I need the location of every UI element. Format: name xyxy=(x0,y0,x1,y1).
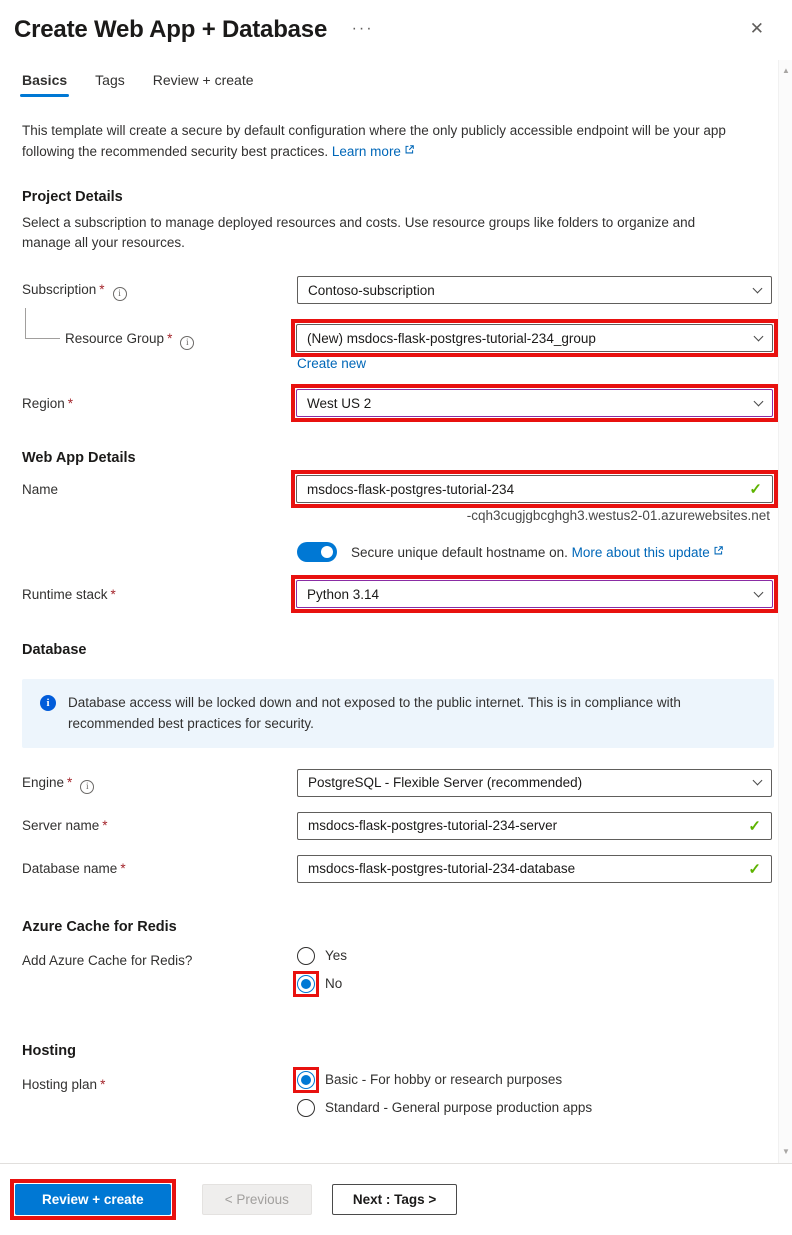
engine-row xyxy=(22,769,772,797)
runtime-stack-row xyxy=(22,581,772,607)
annotation-highlight xyxy=(291,575,778,613)
resource-group-label: Resource Group * i xyxy=(22,325,297,350)
runtime-stack-label: Runtime stack * xyxy=(22,587,116,603)
hosting-option-standard[interactable]: Standard - General purpose production apps xyxy=(297,1099,772,1117)
hosting-option-basic[interactable]: Basic - For hobby or research purposes xyxy=(297,1071,772,1089)
database-name-input[interactable]: msdocs-flask-postgres-tutorial-234-database ✓ xyxy=(297,855,772,883)
create-new-link[interactable]: Create new xyxy=(297,356,367,372)
form-content xyxy=(0,60,778,1163)
next-tags-button[interactable]: Next : Tags > xyxy=(332,1184,457,1215)
database-info-text: Database access will be locked down and not exposed to the public internet. This is in compliance with recommended best practices for security. xyxy=(68,695,681,731)
region-label: Region * xyxy=(22,396,74,412)
annotation-highlight xyxy=(293,971,319,997)
name-input[interactable]: msdocs-flask-postgres-tutorial-234 ✓ xyxy=(296,475,773,503)
external-link-icon xyxy=(404,141,415,161)
footer-bar xyxy=(0,1163,792,1235)
redis-option-yes[interactable]: Yes xyxy=(297,947,772,965)
server-name-input[interactable]: msdocs-flask-postgres-tutorial-234-server ✓ xyxy=(297,812,772,840)
tab-tags[interactable]: Tags xyxy=(95,72,125,88)
section-heading-database: Database xyxy=(22,642,87,659)
tab-bar xyxy=(22,72,772,97)
secure-hostname-row xyxy=(297,542,772,562)
chevron-down-icon xyxy=(754,331,764,341)
template-description xyxy=(22,121,762,161)
name-label: Name xyxy=(22,482,59,498)
annotation-highlight xyxy=(291,384,778,422)
section-heading-hosting: Hosting xyxy=(22,1042,76,1059)
engine-label: Engine * i xyxy=(22,769,297,794)
chevron-down-icon xyxy=(753,776,763,786)
toggle-knob xyxy=(321,546,333,558)
more-about-update-link[interactable]: More about this update xyxy=(571,545,710,561)
page-title: Create Web App + Database xyxy=(14,16,328,43)
vertical-scrollbar[interactable] xyxy=(778,60,792,1163)
required-marker: * xyxy=(67,774,73,790)
radio-selected-icon[interactable] xyxy=(297,1071,315,1089)
database-info-banner xyxy=(22,679,774,748)
info-filled-icon: i xyxy=(40,695,56,711)
subscription-row xyxy=(22,276,772,304)
subscription-label: Subscription * i xyxy=(22,276,297,301)
redis-option-no[interactable]: No xyxy=(297,975,772,993)
subscription-dropdown[interactable]: Contoso-subscription xyxy=(297,276,772,304)
runtime-stack-dropdown[interactable]: Python 3.14 xyxy=(296,580,773,608)
hosting-plan-label: Hosting plan * xyxy=(22,1076,106,1092)
database-name-label: Database name * xyxy=(22,860,126,876)
hierarchy-connector xyxy=(25,308,60,339)
server-name-label: Server name * xyxy=(22,817,108,833)
region-dropdown[interactable]: West US 2 xyxy=(296,389,773,417)
server-name-row xyxy=(22,812,772,840)
radio-unselected-icon[interactable] xyxy=(297,947,315,965)
database-name-row xyxy=(22,855,772,883)
resource-group-row xyxy=(22,325,772,371)
required-marker: * xyxy=(99,282,105,298)
chevron-down-icon xyxy=(754,587,764,597)
chevron-down-icon xyxy=(753,283,763,293)
tab-review-create[interactable]: Review + create xyxy=(152,72,254,88)
required-marker: * xyxy=(67,396,74,412)
hostname-suffix: -cqh3cugjgbcghgh3.westus2-01.azurewebsites.net xyxy=(466,508,770,524)
redis-question-label: Add Azure Cache for Redis? xyxy=(22,952,193,968)
required-marker: * xyxy=(102,817,108,833)
name-row xyxy=(22,476,772,523)
learn-more-link[interactable]: Learn more xyxy=(331,143,401,159)
review-create-button[interactable]: Review + create xyxy=(15,1184,171,1215)
section-heading-project-details: Project Details xyxy=(22,189,123,206)
more-options-icon[interactable]: ··· xyxy=(351,20,374,37)
previous-button: < Previous xyxy=(202,1184,312,1215)
annotation-highlight xyxy=(10,1179,176,1220)
radio-selected-icon[interactable] xyxy=(297,975,315,993)
section-heading-redis: Azure Cache for Redis xyxy=(22,918,177,935)
required-marker: * xyxy=(100,1076,106,1092)
info-icon[interactable]: i xyxy=(180,336,194,350)
close-icon[interactable]: ✕ xyxy=(749,19,764,38)
required-marker: * xyxy=(110,587,116,603)
template-description-text: This template will create a secure by default configuration where the only publicly accessible endpoint will be your app following the recommended security best practices. xyxy=(22,123,726,159)
required-marker: * xyxy=(167,331,173,347)
pane-header xyxy=(0,0,792,60)
tab-basics[interactable]: Basics xyxy=(22,72,67,97)
info-icon[interactable]: i xyxy=(113,287,127,301)
scroll-down-icon[interactable]: ▼ xyxy=(782,1147,790,1156)
engine-dropdown[interactable]: PostgreSQL - Flexible Server (recommended) xyxy=(297,769,772,797)
external-link-icon xyxy=(713,544,724,559)
radio-unselected-icon[interactable] xyxy=(297,1099,315,1117)
toggle-text: Secure unique default hostname on. xyxy=(351,545,568,561)
valid-check-icon: ✓ xyxy=(748,860,761,878)
region-row xyxy=(22,390,772,416)
valid-check-icon: ✓ xyxy=(748,817,761,835)
required-marker: * xyxy=(120,860,126,876)
secure-hostname-toggle[interactable] xyxy=(297,542,337,562)
section-heading-web-app-details: Web App Details xyxy=(22,450,136,467)
annotation-highlight xyxy=(291,470,778,508)
scroll-up-icon[interactable]: ▲ xyxy=(782,66,790,75)
valid-check-icon: ✓ xyxy=(749,481,762,499)
resource-group-dropdown[interactable]: (New) msdocs-flask-postgres-tutorial-234_group xyxy=(296,324,773,352)
redis-question-row xyxy=(22,947,772,1003)
chevron-down-icon xyxy=(754,396,764,406)
project-details-description: Select a subscription to manage deployed resources and costs. Use resource groups like folders to organize and manage all your resources. xyxy=(22,215,696,250)
info-icon[interactable]: i xyxy=(80,780,94,794)
hosting-plan-row xyxy=(22,1071,772,1127)
annotation-highlight xyxy=(291,319,778,357)
annotation-highlight xyxy=(293,1067,319,1093)
